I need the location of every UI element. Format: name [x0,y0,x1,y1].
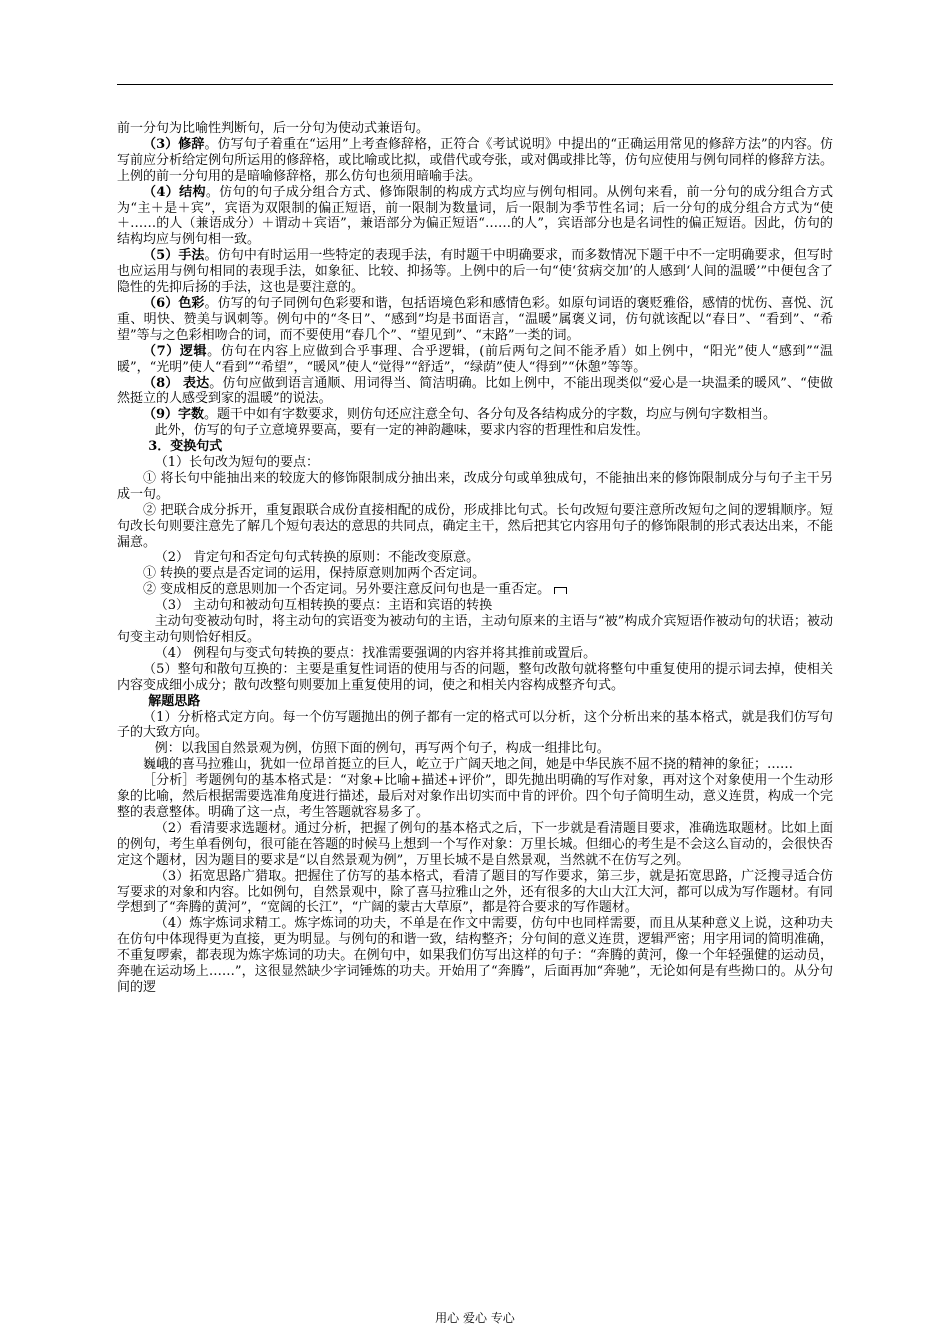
paragraph: （2） 肯定句和否定句句式转换的原则：不能改变原意。 [154,550,480,566]
paragraph-heading: （4）结构 [143,184,206,200]
paragraph: 主动句变被动句时，将主动句的宾语变为被动句的主语，主动句原来的主语与“被”构成介宾短语作被动句的状语；被动句变主动句则恰好相反。 [117,614,833,645]
section-heading: 3．变换句式 [148,439,223,455]
paragraph-heading: （9）字数 [143,407,205,423]
paragraph-structure [117,185,833,249]
paragraph-text: 。仿句在内容上应做到合乎事理、合乎逻辑，(前后两句之间不能矛盾）如上例中，“阳光”使人“感到”“温暖”，“光明”使人“看到”“希望”，“暖风”使人“觉得”“舒适”，“绿荫”使人“得到”“休憩”等等。 [117,343,833,375]
paragraph-text: 。仿写句子着重在“运用”上考查修辞格，正符合《考试说明》中提出的“正确运用常见的修辞方法”的内容。仿写前应分析给定例句所运用的修辞格，或比喻或比拟，或借代或夸张，或对偶或排比等，仿句应使用与例句同样的修辞方法。上例的前一分句用的是暗喻修辞格，那么仿句也须用暗喻手法。 [117,136,833,184]
paragraph: ① 将长句中能抽出来的较庞大的修饰限制成分抽出来，改成分句或单独成句，不能抽出来的修饰限制成分与句子主干另成一句。 [117,470,833,502]
paragraph-logic [117,344,833,376]
paragraph-color [117,296,833,344]
paragraph: 巍峨的喜马拉雅山，犹如一位昂首挺立的巨人，屹立于广阔天地之间，她是中华民族不屈不挠的精神的象征；…… [143,757,794,773]
paragraph-text: ② 变成相反的意思则加一个否定词。另外要注意反问句也是一重否定。 [143,582,551,598]
paragraph: 前一分句为比喻性判断句，后一分句为使动式兼语句。 [117,121,430,136]
paragraph-text: 。题干中如有字数要求，则仿句还应注意全句、各分句及各结构成分的字数，均应与例句字数相当。 [204,407,777,423]
paragraph-text: 。仿写的句子同例句色彩要和谐，包括语境色彩和感情色彩。如原句词语的褒贬雅俗，感情的忧伤、喜悦、沉重、明快、赞美与讽刺等。例句中的“冬日”、“感到”均是书面语言，“温暖”属褒义词，仿句就该配以“春日”、“看到”、“希望”等与之色彩相吻合的词，而不要使用“春几个”、“望见到”、“末路”一类的词。 [117,295,833,343]
paragraph: （4） 例程句与变式句转换的要点：找准需要强调的内容并将其推前或置后。 [154,645,597,661]
paragraph-text: 。仿句的句子成分组合方式、修饰限制的构成方式均应与例句相同。从例句来看，前一分句的成分组合方式为“主＋是＋宾”，宾语为双限制的偏正短语，前一限制为数量词，后一限制为季节性名词；后一分句的成分组合方式为“使＋……的人（兼语成分）＋谓动＋宾语”，兼语部分为偏正短语“……的人”，宾语部分也是名词性的偏正短语。因此，仿句的结构均应与例句相一致。 [117,184,833,248]
paragraph: （2）看清要求选题材。通过分析，把握了例句的基本格式之后，下一步就是看清题目要求，准确选取题材。比如上面的例句，考生单看例句，很可能在答题的时候马上想到一个写作对象：万里长城。但细心的考生是不会这么盲动的，会很快否定这个题材，因为题目的要求是“以自然景观为例”，万里长城不是自然景观，当然就不在仿写之列。 [117,820,833,868]
paragraph-heading: （6）色彩 [143,295,205,311]
paragraph [117,582,833,598]
paragraph-wordcount [117,407,833,423]
paragraph: （5）整句和散句互换的：主要是重复性词语的使用与否的问题，整句改散句就将整句中重复使用的提示词去掉，使相关内容变成细小成分；散句改整句则要加上重复使用的词，使之和相关内容构成整齐句式。 [117,661,833,693]
paragraph-text: 。仿句应做到语言通顺、用词得当、简洁明确。比如上例中，不能出现类似“爱心是一块温柔的暖风”、“使做然挺立的人感受到家的温暖”的说法。 [117,375,833,407]
paragraph: ［分析］考题例句的基本格式是：“对象+比喻+描述+评价”，即先抛出明确的写作对象，再对这个对象使用一个生动形象的比喻，然后根据需要选准角度进行描述，最后对对象作出切实而中肯的评价。四个句子简明生动，意义连贯，构成一个完整的表意整体。明确了这一点，考生答题就容易多了。 [117,773,833,820]
paragraph: ② 把联合成分拆开，重复跟联合成份直接相配的成份，形成排比句式。长句改短句要注意所改短句之间的逻辑顺序。短句改长句则要注意先了解几个短句表达的意思的共同点，确定主干，然后把其它内容用句子的修饰限制的形式表达出来，不能漏意。 [117,502,833,550]
paragraph-heading: （3）修辞 [143,136,205,152]
paragraph-heading: （7）逻辑 [143,343,208,359]
paragraph: （1）长句改为短句的要点： [154,455,319,471]
paragraph: （4）炼字炼词求精工。炼字炼词的功夫，不单是在作文中需要，仿句中也同样需要，而且从某种意义上说，这种功夫在仿句中体现得更为直接，更为明显。与例句的和谐一致，结构整齐；分句间的意义连贯，逻辑严密；用字用词的简明准确，不重复啰索，都表现为炼字炼词的功夫。在例句中，如果我们仿写出这样的句子：“奔腾的黄河，像一个年轻强健的运动员，奔驰在运动场上……”，这很显然缺少字词锤炼的功夫。开始用了“奔腾”，后面再加“奔驰”，无论如何是有些拗口的。从分句间的逻 [117,916,833,995]
paragraph: （1）分析格式定方向。每一个仿写题抛出的例子都有一定的格式可以分析，这个分析出来的基本格式，就是我们仿写句子的大致方向。 [117,709,833,741]
paragraph: （3） 主动句和被动句互相转换的要点：主语和宾语的转换 [154,598,493,614]
bracket-mark-icon [554,587,567,594]
paragraph-heading: （5）手法 [143,248,205,264]
page-body [117,121,833,996]
paragraph: 此外，仿写的句子立意境界要高，要有一定的神韵趣味，要求内容的哲理性和启发性。 [154,423,649,439]
header-rule [117,84,833,85]
paragraph-heading: （8） 表达 [143,375,210,391]
paragraph: （3）拓宽思路广猎取。把握住了仿写的基本格式，看清了题目的写作要求，第三步，就是拓宽思路，广泛搜寻适合仿写要求的对象和内容。比如例句，自然景观中，除了喜马拉雅山之外，还有很多的大山大江大河，都可以成为写作题材。有同学想到了“奔腾的黄河”，“宽阔的长江”，“广阔的蒙古大草原”，都是符合要求的写作题材。 [117,868,833,916]
paragraph: 例：以我国自然景观为例，仿照下面的例句，再写两个句子，构成一组排比句。 [154,741,610,757]
paragraph-expression [117,376,833,408]
paragraph-text: 。仿句中有时运用一些特定的表现手法，有时题干中明确要求，而多数情况下题干中不一定明确要求，但写时也应运用与例句相同的表现手法，如象征、比较、抑扬等。上例中的后一句“使‘贫病交加’的人感到‘人间的温暖’”中便包含了隐性的先抑后扬的手法，这也是要注意的。 [117,248,833,296]
paragraph: ① 转换的要点是否定词的运用，保持原意则加两个否定词。 [143,566,486,582]
section-heading: 解题思路 [148,693,201,709]
page-footer: 用心 爱心 专心 [435,1311,515,1325]
paragraph-rhetoric [117,137,833,185]
paragraph-technique [117,248,833,296]
